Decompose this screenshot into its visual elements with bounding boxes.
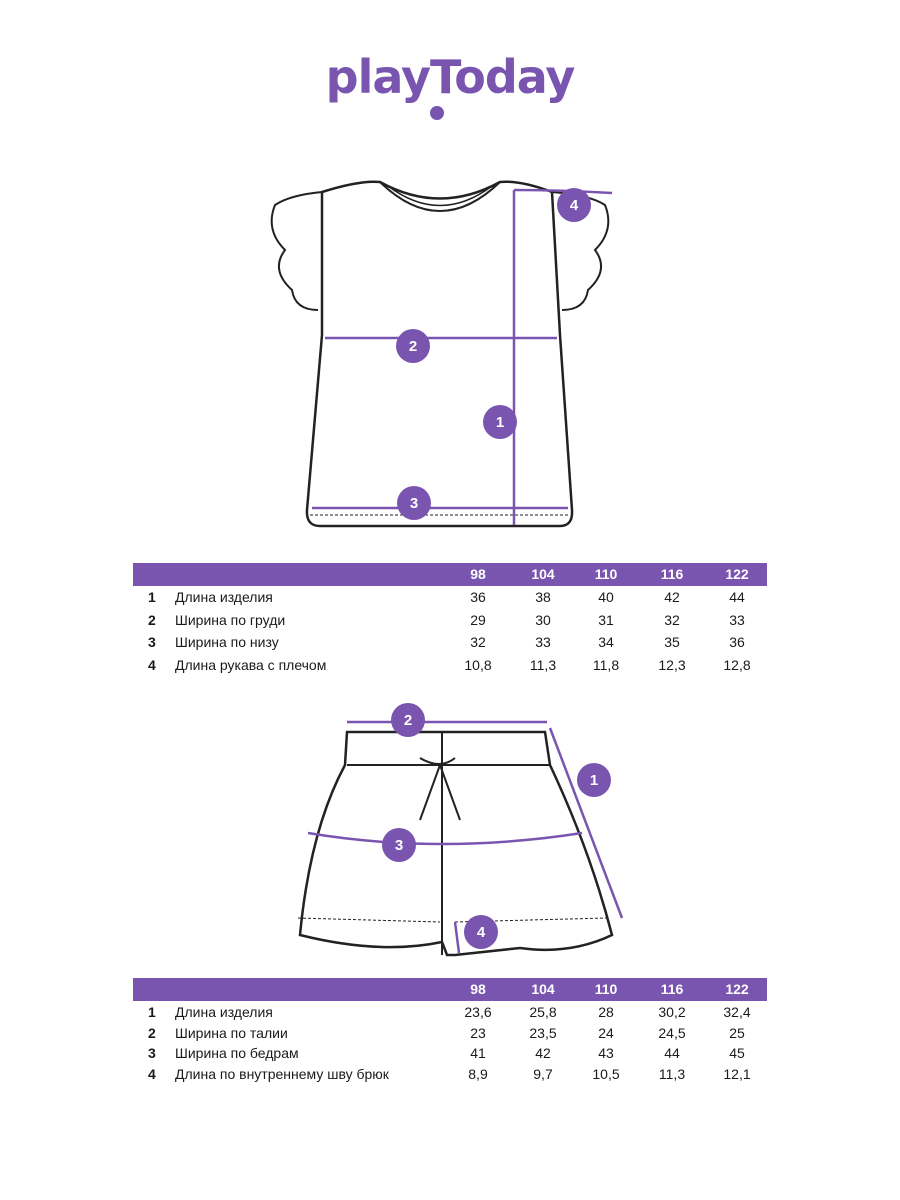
row-value: 35 [664, 634, 680, 650]
row-value: 41 [470, 1045, 486, 1061]
row-value: 9,7 [533, 1065, 553, 1082]
row-value: 40 [598, 589, 614, 605]
row-value: 44 [664, 1045, 680, 1061]
row-label: Ширина по груди [175, 611, 286, 628]
top-size-table [133, 563, 767, 676]
size-header: 110 [594, 566, 618, 582]
table-row [133, 654, 767, 677]
table-row [133, 1042, 767, 1063]
row-value: 24 [598, 1024, 614, 1041]
row-value: 36 [729, 634, 745, 650]
top-marker-3 [397, 486, 431, 520]
row-value: 32 [470, 634, 486, 650]
row-value: 11,8 [592, 656, 620, 673]
row-value: 25 [729, 1024, 745, 1041]
table-header [133, 978, 767, 1001]
table-row [133, 1022, 767, 1043]
row-value: 23,6 [464, 1004, 492, 1020]
size-header: 116 [660, 566, 684, 582]
row-value: 29 [470, 611, 486, 628]
row-value: 44 [729, 589, 745, 605]
row-value: 8,9 [468, 1065, 488, 1082]
row-value: 30,2 [658, 1004, 686, 1020]
row-value: 12,1 [723, 1065, 751, 1082]
table-header [133, 563, 767, 586]
row-value: 33 [729, 611, 745, 628]
row-number: 3 [148, 634, 156, 650]
table-row [133, 586, 767, 609]
svg-text:1: 1 [495, 414, 505, 431]
row-number: 1 [148, 1004, 156, 1020]
svg-text:4: 4 [569, 197, 579, 214]
row-label: Длина изделия [175, 1004, 273, 1020]
row-number: 1 [148, 589, 156, 605]
row-value: 42 [664, 589, 680, 605]
size-header: 104 [531, 566, 555, 582]
svg-text:3: 3 [394, 837, 404, 854]
row-value: 11,3 [658, 1065, 686, 1082]
row-value: 11,3 [529, 656, 557, 673]
svg-text:3: 3 [409, 495, 419, 512]
row-number: 2 [148, 611, 156, 628]
table-row [133, 1001, 767, 1022]
table-row [133, 631, 767, 654]
row-number: 4 [148, 656, 156, 673]
row-value: 24,5 [658, 1024, 686, 1041]
shorts-marker-1 [577, 763, 611, 797]
row-value: 23 [470, 1024, 486, 1041]
shorts-marker-3 [382, 828, 416, 862]
row-value: 38 [535, 589, 551, 605]
table-row [133, 609, 767, 632]
row-value: 30 [535, 611, 551, 628]
top-marker-1 [483, 405, 517, 439]
row-value: 43 [598, 1045, 614, 1061]
row-value: 42 [535, 1045, 551, 1061]
row-value: 32,4 [723, 1004, 751, 1020]
row-label: Ширина по талии [175, 1024, 288, 1041]
top-marker-4 [557, 188, 591, 222]
row-value: 33 [535, 634, 551, 650]
row-value: 12,8 [723, 656, 751, 673]
row-value: 28 [598, 1004, 614, 1020]
top-marker-2 [396, 329, 430, 363]
row-value: 36 [470, 589, 486, 605]
shorts-marker-4 [464, 915, 498, 949]
row-value: 10,8 [464, 656, 492, 673]
svg-text:4: 4 [476, 924, 486, 941]
size-header: 98 [470, 566, 486, 582]
row-value: 25,8 [529, 1004, 557, 1020]
row-value: 23,5 [529, 1024, 557, 1041]
size-header: 116 [660, 981, 684, 997]
size-header: 122 [725, 981, 749, 997]
row-label: Ширина по низу [175, 634, 279, 650]
brand-logo: playToday [325, 50, 575, 104]
row-value: 32 [664, 611, 680, 628]
svg-text:2: 2 [408, 338, 418, 355]
shorts-size-table [133, 978, 767, 1083]
row-value: 34 [598, 634, 614, 650]
row-value: 12,3 [658, 656, 686, 673]
size-header: 110 [594, 981, 618, 997]
row-label: Длина изделия [175, 589, 273, 605]
table-row [133, 1063, 767, 1084]
row-number: 4 [148, 1065, 156, 1082]
size-header: 122 [725, 566, 749, 582]
size-header: 104 [531, 981, 555, 997]
svg-text:2: 2 [403, 712, 413, 729]
size-header: 98 [470, 981, 486, 997]
row-value: 45 [729, 1045, 745, 1061]
row-number: 3 [148, 1045, 156, 1061]
top-shirt-sketch [272, 182, 609, 526]
row-value: 31 [598, 611, 614, 628]
row-number: 2 [148, 1024, 156, 1041]
svg-text:1: 1 [589, 772, 599, 789]
row-label: Длина по внутреннему шву брюк [175, 1065, 389, 1082]
shorts-marker-2 [391, 703, 425, 737]
row-label: Ширина по бедрам [175, 1045, 299, 1061]
row-label: Длина рукава с плечом [175, 656, 327, 673]
row-value: 10,5 [592, 1065, 620, 1082]
